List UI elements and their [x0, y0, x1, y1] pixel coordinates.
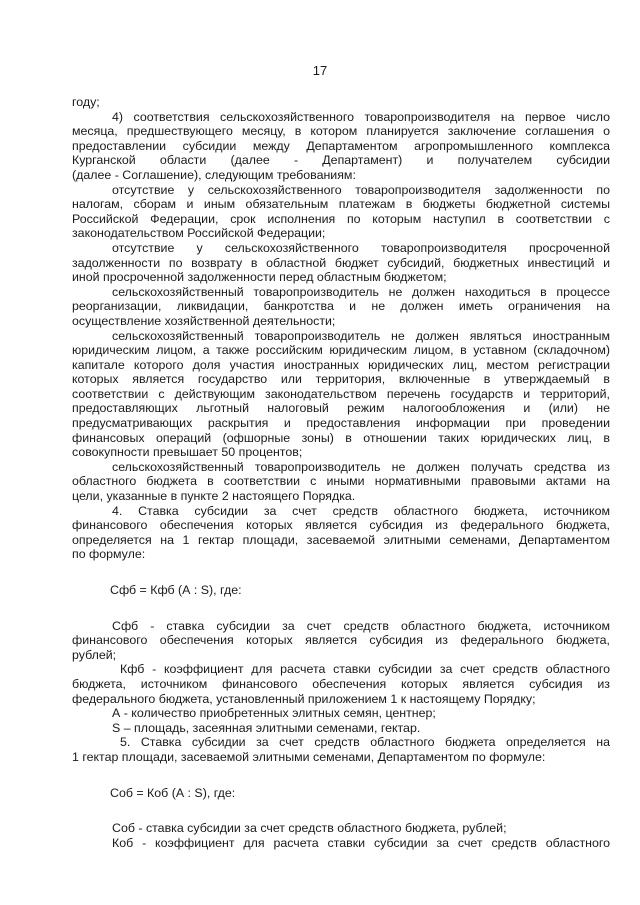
text-line: 1 гектар площади, засеваемой элитными семенами, Департаментом по формуле:	[72, 749, 546, 764]
text-line: по формуле:	[72, 547, 146, 562]
text-line: (далее - Соглашение), следующим требованиям:	[72, 167, 356, 182]
text-line: предоставляющих льготный налоговый режим налогообложения и (или) не	[72, 401, 610, 416]
text-line: законодательством Российской Федерации;	[72, 226, 326, 241]
text-line: капитале которого доля участия иностранных юридических лиц, местом регистрации	[72, 357, 610, 372]
text-line: финансовых операций (офшорные зоны) в отношении таких юридических лиц, в	[72, 430, 610, 445]
document-body	[72, 95, 610, 850]
formula-line: Соб = Коб (А : S), где:	[110, 785, 236, 800]
text-line: 4. Ставка субсидии за счет средств областного бюджета, источником	[112, 503, 610, 518]
text-line: А - количество приобретенных элитных семян, центнер;	[112, 706, 436, 721]
text-line: предоставлении субсидии между Департаментом агропромышленного комплекса	[72, 138, 610, 153]
text-line: бюджета, источником финансового обеспечения которых является субсидия из	[72, 676, 610, 691]
text-line: Соб - ставка субсидии за счет средств областного бюджета, рублей;	[112, 821, 507, 836]
text-line: сельскохозяйственный товаропроизводитель не должен находиться в процессе	[112, 284, 610, 299]
text-line: которых является государство или территория, включенные в утверждаемый в	[72, 372, 610, 387]
text-line: Курганской области (далее - Департамент) и получателем субсидии	[72, 153, 610, 168]
text-line: финансового обеспечения которых является субсидия из федерального бюджета,	[72, 518, 610, 533]
text-line: отсутствие у сельскохозяйственного товаропроизводителя просроченной	[112, 240, 610, 255]
formula-line: Сфб = Кфб (А : S), где:	[110, 583, 242, 597]
text-line: задолженности по возврату в областной бюджет субсидий, бюджетных инвестиций и	[72, 255, 610, 270]
blank-gap	[72, 800, 610, 821]
text-line: предусматривающих раскрытия и предоставления информации при проведении	[72, 416, 610, 431]
text-line: соответствии с действующим законодательством перечень государств и территорий,	[72, 386, 610, 401]
text-line: юридическим лицом, а также российским юридическим лицом, в уставном (складочном)	[72, 343, 610, 358]
text-line: совокупности превышает 50 процентов;	[72, 445, 303, 460]
text-line: году;	[72, 95, 100, 109]
text-line: реорганизации, ликвидации, банкротства и не должен иметь ограничения на	[72, 299, 610, 314]
text-line: цели, указанные в пункте 2 настоящего Порядка.	[72, 489, 356, 504]
text-line: сельскохозяйственный товаропроизводитель не должен являться иностранным	[112, 328, 610, 343]
text-line: 4) соответствия сельскохозяйственного товаропроизводителя на первое число	[112, 109, 610, 124]
text-line: Коб - коэффициент для расчета ставки субсидии за счет средств областного	[112, 835, 610, 850]
text-line: рублей;	[72, 647, 117, 662]
text-line: Российской Федерации, срок исполнения по которым наступил в соответствии с	[72, 211, 610, 226]
text-line: сельскохозяйственный товаропроизводитель не должен получать средства из	[112, 459, 610, 474]
text-line: Кфб - коэффициент для расчета ставки субсидии за счет средств областного	[120, 662, 610, 677]
text-line: налогам, сборам и иным обязательным платежам в бюджеты бюджетной системы	[72, 197, 610, 212]
text-line: месяца, предшествующего месяцу, в котором планируется заключение соглашения о	[72, 124, 610, 139]
blank-gap	[72, 598, 610, 619]
text-line: финансового обеспечения которых является субсидия из федерального бюджета,	[72, 633, 610, 648]
blank-gap	[72, 765, 610, 786]
text-line: 5. Ставка субсидии за счет средств областного бюджета определяется на	[120, 735, 610, 750]
text-line: иной просроченной задолженности перед областным бюджетом;	[72, 270, 447, 285]
text-line: осуществление хозяйственной деятельности;	[72, 313, 336, 328]
page-number: 17	[312, 63, 328, 78]
text-line: определяется на 1 гектар площади, засеваемой элитными семенами, Департаментом	[72, 532, 610, 547]
text-line: S – площадь, засеянная элитными семенами, гектар.	[112, 720, 421, 735]
text-line: отсутствие у сельскохозяйственного товаропроизводителя задолженности по	[112, 182, 610, 197]
text-line: федерального бюджета, установленный приложением 1 к настоящему Порядку;	[72, 691, 536, 706]
text-line: областного бюджета в соответствии с иными нормативными правовыми актами на	[72, 474, 610, 489]
text-line: Сфб - ставка субсидии за счет средств областного бюджета, источником	[112, 618, 610, 633]
blank-gap	[72, 562, 610, 583]
